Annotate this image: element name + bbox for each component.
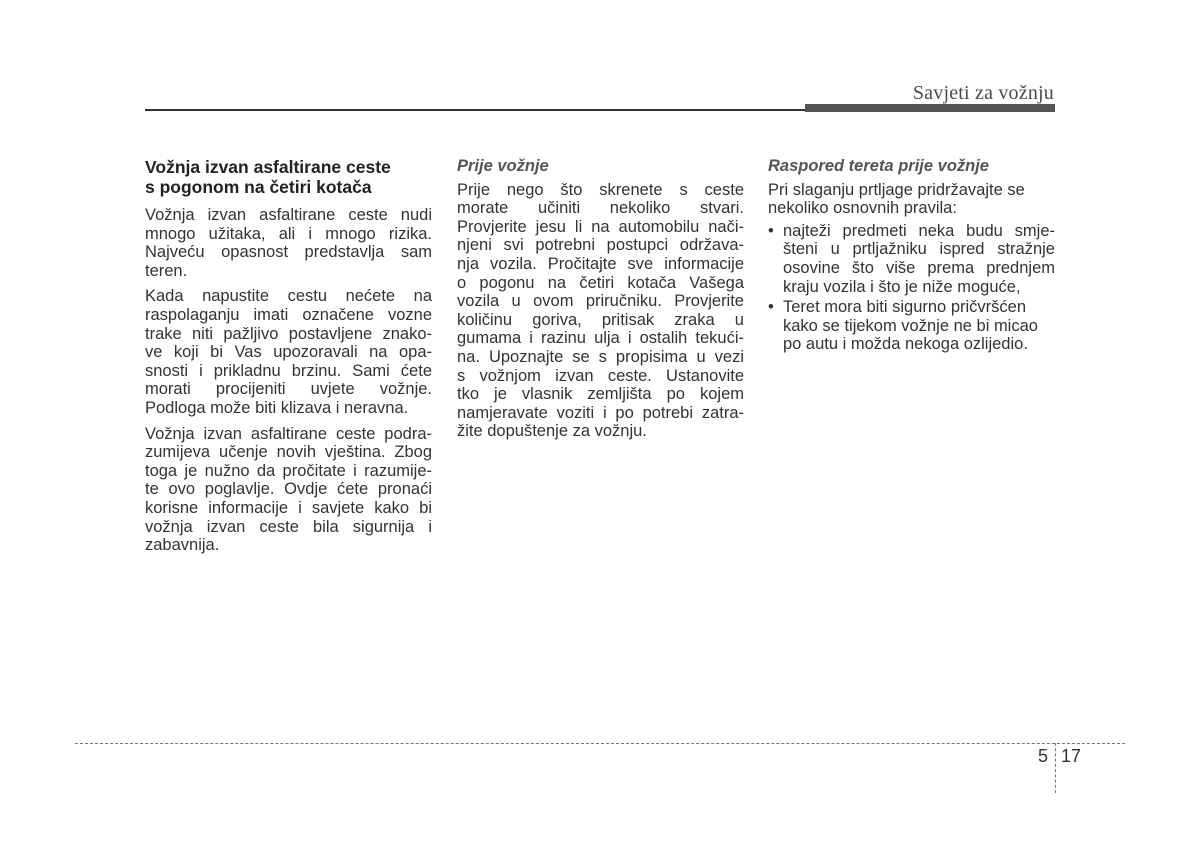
text-line: količinu goriva, pritisak zraka u: [457, 310, 744, 329]
text-line: šteni u prtljažniku ispred stražnje: [783, 240, 1055, 259]
text-line: zumijeva učenje novih vještina. Zbog: [145, 443, 432, 462]
section-title: Savjeti za vožnju: [912, 82, 1054, 104]
text-line: snosti i prikladnu brzinu. Sami ćete: [145, 361, 432, 380]
text-line: nja vozila. Pročitajte sve informacije: [457, 254, 744, 273]
before-driving-subheading: Prije vožnje: [457, 157, 549, 175]
text-line: toga je nužno da pročitate i razumije-: [145, 461, 432, 480]
text-line: njeni svi potrebni postupci održava-: [457, 236, 744, 255]
paragraph: [768, 181, 1055, 218]
bullet-icon: •: [768, 221, 774, 240]
text-line: žite dopuštenje za vožnju.: [457, 422, 647, 441]
bullet-icon: •: [768, 298, 774, 317]
text-line: nekoliko osnovnih pravila:: [768, 199, 957, 218]
text-line: vožnja izvan ceste bila sigurnija i: [145, 517, 432, 536]
page-number-divider: [1055, 743, 1056, 793]
heading-line: Vožnja izvan asfaltirane ceste: [145, 157, 391, 177]
text-line: osovine što više prema prednjem: [783, 258, 1055, 277]
text-line: kako se tijekom vožnje ne bi micao: [783, 316, 1038, 335]
header-rule-thin: [145, 109, 807, 111]
text-line: te ovo poglavlje. Ovdje ćete pronaći: [145, 480, 432, 499]
text-line: po autu i možda nekoga ozlijedio.: [783, 335, 1028, 354]
text-line: vozila u ovom priručniku. Provjerite: [457, 292, 744, 311]
column-offroad-intro: [145, 157, 432, 562]
text-line: Najveću opasnost predstavlja sam: [145, 243, 432, 262]
page-number: 17: [1061, 746, 1082, 766]
text-line: gumama i razinu ulja i ostalih tekući-: [457, 329, 744, 348]
bullet-item: [768, 298, 1055, 354]
text-line: najteži predmeti neka budu smje-: [783, 221, 1055, 240]
offroad-heading: [145, 158, 432, 197]
bullet-item: [768, 222, 1055, 296]
text-line: trake niti pažljivo postavljene znako-: [145, 324, 432, 343]
text-line: Vožnja izvan asfaltirane ceste nudi: [145, 206, 432, 224]
column-cargo-loading: [768, 157, 1055, 356]
text-line: zabavnija.: [145, 536, 220, 555]
cargo-loading-subheading: Raspored tereta prije vožnje: [768, 157, 989, 175]
text-line: namjeravate voziti i po potrebi zatra-: [457, 403, 744, 422]
header-rule-thick: [805, 104, 1055, 112]
text-line: s vožnjom izvan ceste. Ustanovite: [457, 366, 744, 385]
paragraph: [145, 287, 432, 417]
text-line: Pri slaganju prtljage pridržavajte se: [768, 180, 1025, 199]
paragraph: [145, 425, 432, 555]
column-before-driving: [457, 157, 744, 448]
text-line: tko je vlasnik zemljišta po kojem: [457, 385, 744, 404]
footer-rule: [75, 743, 1125, 744]
text-line: korisne informacije i savjete kako bi: [145, 498, 432, 517]
text-line: mnogo užitaka, ali i mnogo rizika.: [145, 224, 432, 243]
bullet-list: [768, 222, 1055, 354]
text-line: o pogonu na četiri kotača Vašega: [457, 273, 744, 292]
text-line: Teret mora biti sigurno pričvršćen: [783, 298, 1027, 317]
chapter-number: 5: [1038, 746, 1049, 766]
text-line: morati procijeniti uvjete vožnje.: [145, 380, 432, 399]
text-line: kraju vozila i što je niže moguće,: [783, 277, 1021, 296]
text-line: Vožnja izvan asfaltirane ceste podra-: [145, 424, 432, 443]
text-line: teren.: [145, 261, 188, 280]
paragraph: [457, 181, 744, 441]
paragraph: [145, 206, 432, 280]
text-line: Kada napustite cestu nećete na: [145, 287, 432, 306]
text-line: Podloga može biti klizava i neravna.: [145, 398, 409, 417]
text-line: raspolaganju imati označene vozne: [145, 305, 432, 324]
text-line: na. Upoznajte se s propisima u vezi: [457, 347, 744, 366]
text-line: morate učiniti nekoliko stvari.: [457, 199, 744, 218]
heading-line: s pogonom na četiri kotača: [145, 176, 372, 197]
text-line: ve koji bi Vas upozoravali na opa-: [145, 343, 432, 362]
text-line: Prije nego što skrenete s ceste: [457, 180, 744, 199]
text-line: Provjerite jesu li na automobilu nači-: [457, 217, 744, 236]
